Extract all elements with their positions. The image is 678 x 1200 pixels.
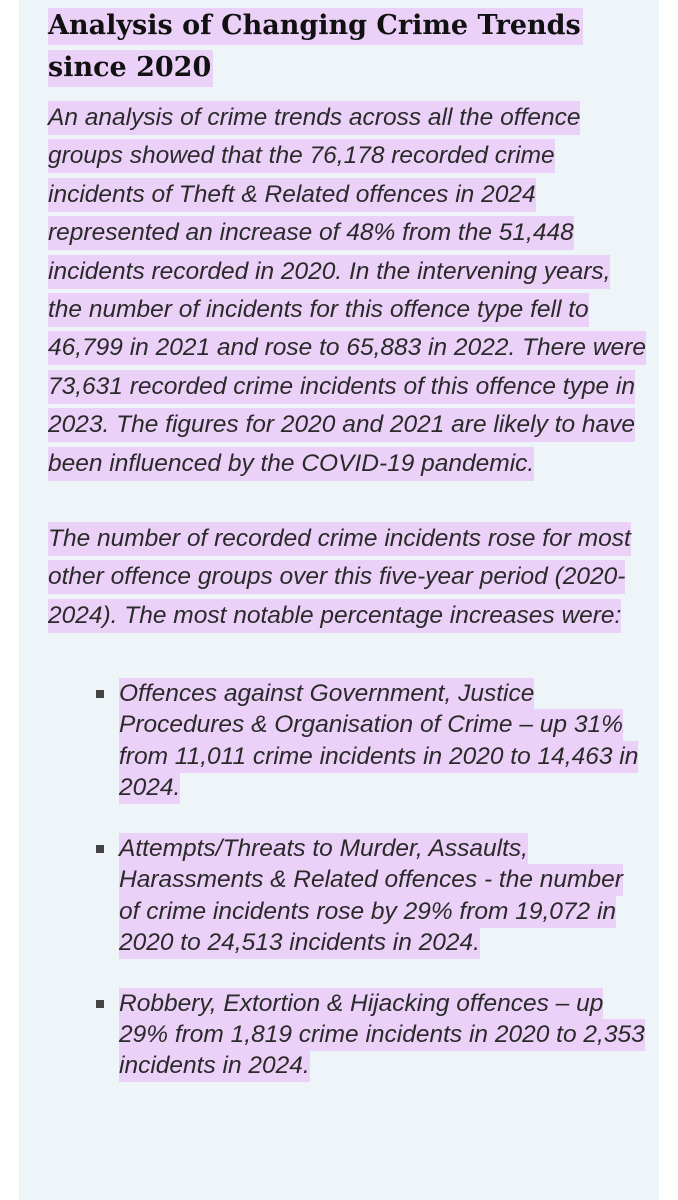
list-item [119,988,648,1082]
list-item-text: Offences against Government, Justice Procedures & Organisation of Crime – up 31% from 11,011 crime incidents in 2020 to 14,463 in 2024. [119,678,638,804]
square-bullet-icon [96,1000,104,1008]
list-item [119,833,648,958]
square-bullet-icon [96,690,104,698]
square-bullet-icon [96,845,104,853]
article-content [48,0,648,1112]
paragraph-theft-trends [48,99,648,483]
paragraph-text: An analysis of crime trends across all the offence groups showed that the 76,178 recorded crime incidents of Theft & Related offences in 2024 represented an increase of 48% from the 51,448 incidents recorded in 2020. In the intervening years, the number of incidents for this offence type fell to 46,799 in 2021 and rose to 65,883 in 2022. There were 73,631 recorded crime incidents of this offence type in 2023. The figures for 2020 and 2021 are likely to have been influenced by the COVID-19 pandemic. [48,101,646,481]
heading-text: Analysis of Changing Crime Trends since 2020 [48,8,583,87]
increase-list [48,678,648,1081]
article-heading [48,0,648,89]
paragraph-text: The number of recorded crime incidents rose for most other offence groups over this five-year period (2020-2024). The most notable percentage increases were: [48,522,631,633]
list-item-text: Attempts/Threats to Murder, Assaults, Harassments & Related offences - the number of crime incidents rose by 29% from 19,072 in 2020 to 24,513 incidents in 2024. [119,833,623,959]
list-item-text: Robbery, Extortion & Hijacking offences – up 29% from 1,819 crime incidents in 2020 to 2,353 incidents in 2024. [119,988,645,1082]
article-card [19,0,659,1200]
list-item [119,678,648,803]
paragraph-other-groups [48,520,648,635]
